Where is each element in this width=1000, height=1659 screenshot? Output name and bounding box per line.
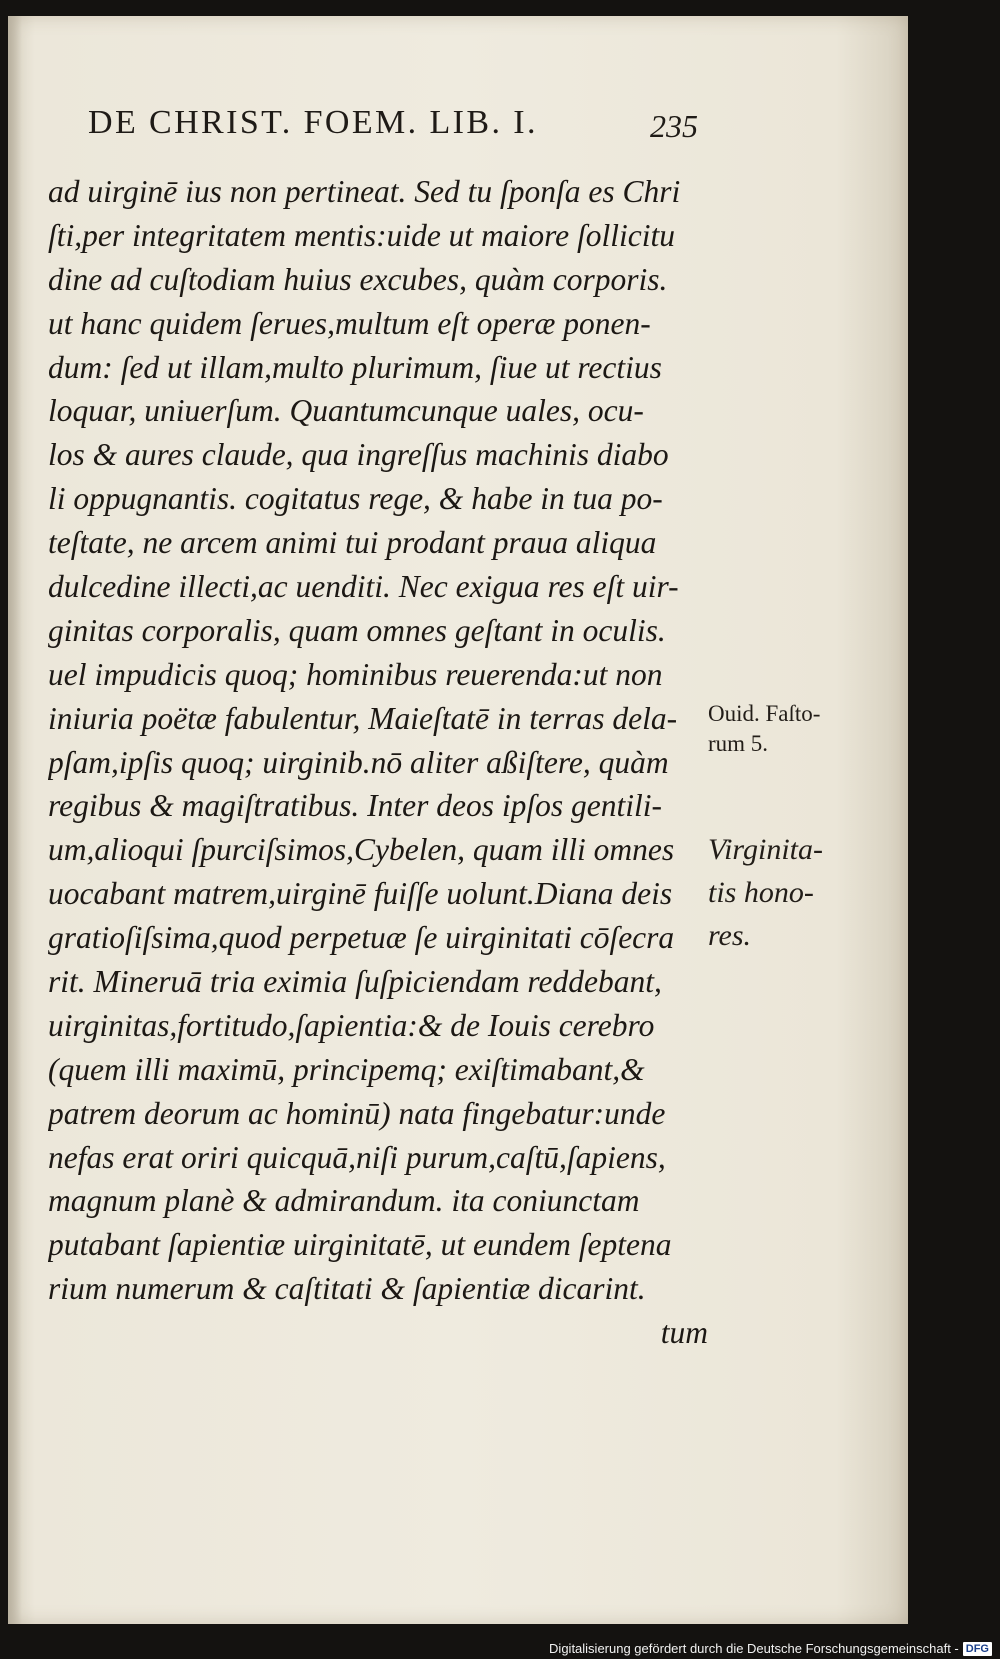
text-line: loquar, uniuerſum. Quantumcunque uales, ocu-: [48, 393, 644, 429]
text-line: (quem illi maximū, principemq; exiſtimabant,&: [48, 1051, 645, 1087]
catchword: tum: [660, 1315, 708, 1351]
text-line: nefas erat oriri quicquā,niſi purum,caſtū,ſapiens,: [48, 1139, 666, 1175]
digitization-credit: [549, 1639, 992, 1659]
text-line: ſti,per integritatem mentis:uide ut maiore ſollicitu: [48, 217, 676, 253]
text-line: dum: ſed ut illam,multo plurimum, ſiue ut rectius: [48, 349, 662, 385]
text-line: gratioſiſsima,quod perpetuæ ſe uirginitati cōſecra: [48, 920, 675, 956]
text-line: dulcedine illecti,ac uenditi. Nec exigua res eſt uir-: [48, 569, 679, 605]
text-line: putabant ſapientiæ uirginitatē, ut eundem ſeptena: [48, 1227, 672, 1263]
text-line: magnum planè & admirandum. ita coniunctam: [48, 1183, 640, 1219]
text-line: uel impudicis quoq; hominibus reuerenda:ut non: [48, 656, 663, 692]
text-line: patrem deorum ac hominū) nata fingebatur:unde: [48, 1095, 666, 1131]
text-line: uirginitas,fortitudo,ſapientia:& de Iouis cerebro: [48, 1007, 655, 1043]
text-line: teſtate, ne arcem animi tui prodant praua aliqua: [48, 525, 657, 561]
marginal-note-line: rum 5.: [708, 731, 769, 756]
text-line: li oppugnantis. cogitatus rege, & habe in tua po-: [48, 481, 663, 517]
running-head: [88, 104, 698, 154]
text-line: rit. Mineruā tria eximia ſuſpiciendam reddebant,: [48, 964, 662, 1000]
marginal-note-virginity: [708, 828, 823, 957]
body-text: [48, 170, 708, 1355]
text-line: los & aures claude, qua ingreſſus machinis diabo: [48, 437, 669, 473]
credit-text: Digitalisierung gefördert durch die Deutsche Forschungsgemeinschaft -: [549, 1641, 959, 1656]
text-line: iniuria poëtæ fabulentur, Maieſtatē in terras dela-: [48, 700, 678, 736]
marginal-note-ovid: [708, 699, 820, 759]
text-line: pſam,ipſis quoq; uirginib.nō aliter aßiſtere, quàm: [48, 744, 669, 780]
page-number: 235: [650, 108, 698, 144]
dfg-logo: DFG: [963, 1642, 992, 1656]
marginal-note-line: res.: [708, 919, 752, 952]
text-line: uocabant matrem,uirginē fuiſſe uolunt.Diana deis: [48, 876, 673, 912]
marginal-note-line: Ouid. Faſto-: [708, 701, 821, 726]
text-line: ut hanc quidem ſerues,multum eſt operæ ponen-: [48, 305, 651, 341]
text-line: ad uirginē ius non pertineat. Sed tu ſponſa es Chri: [48, 174, 681, 209]
text-line: dine ad cuſtodiam huius excubes, quàm corporis.: [48, 261, 668, 297]
running-head-title: DE CHRIST. FOEM. LIB. I.: [88, 104, 538, 141]
book-page: [8, 16, 908, 1624]
marginal-note-line: tis hono-: [708, 876, 814, 909]
text-line: regibus & magiſtratibus. Inter deos ipſos gentili-: [48, 788, 662, 824]
marginal-note-line: Virginita-: [708, 833, 823, 866]
text-line: rium numerum & caſtitati & ſapientiæ dicarint.: [48, 1271, 646, 1307]
text-line: ginitas corporalis, quam omnes geſtant in oculis.: [48, 612, 666, 648]
text-line: um,alioqui ſpurciſsimos,Cybelen, quam illi omnes: [48, 832, 675, 868]
